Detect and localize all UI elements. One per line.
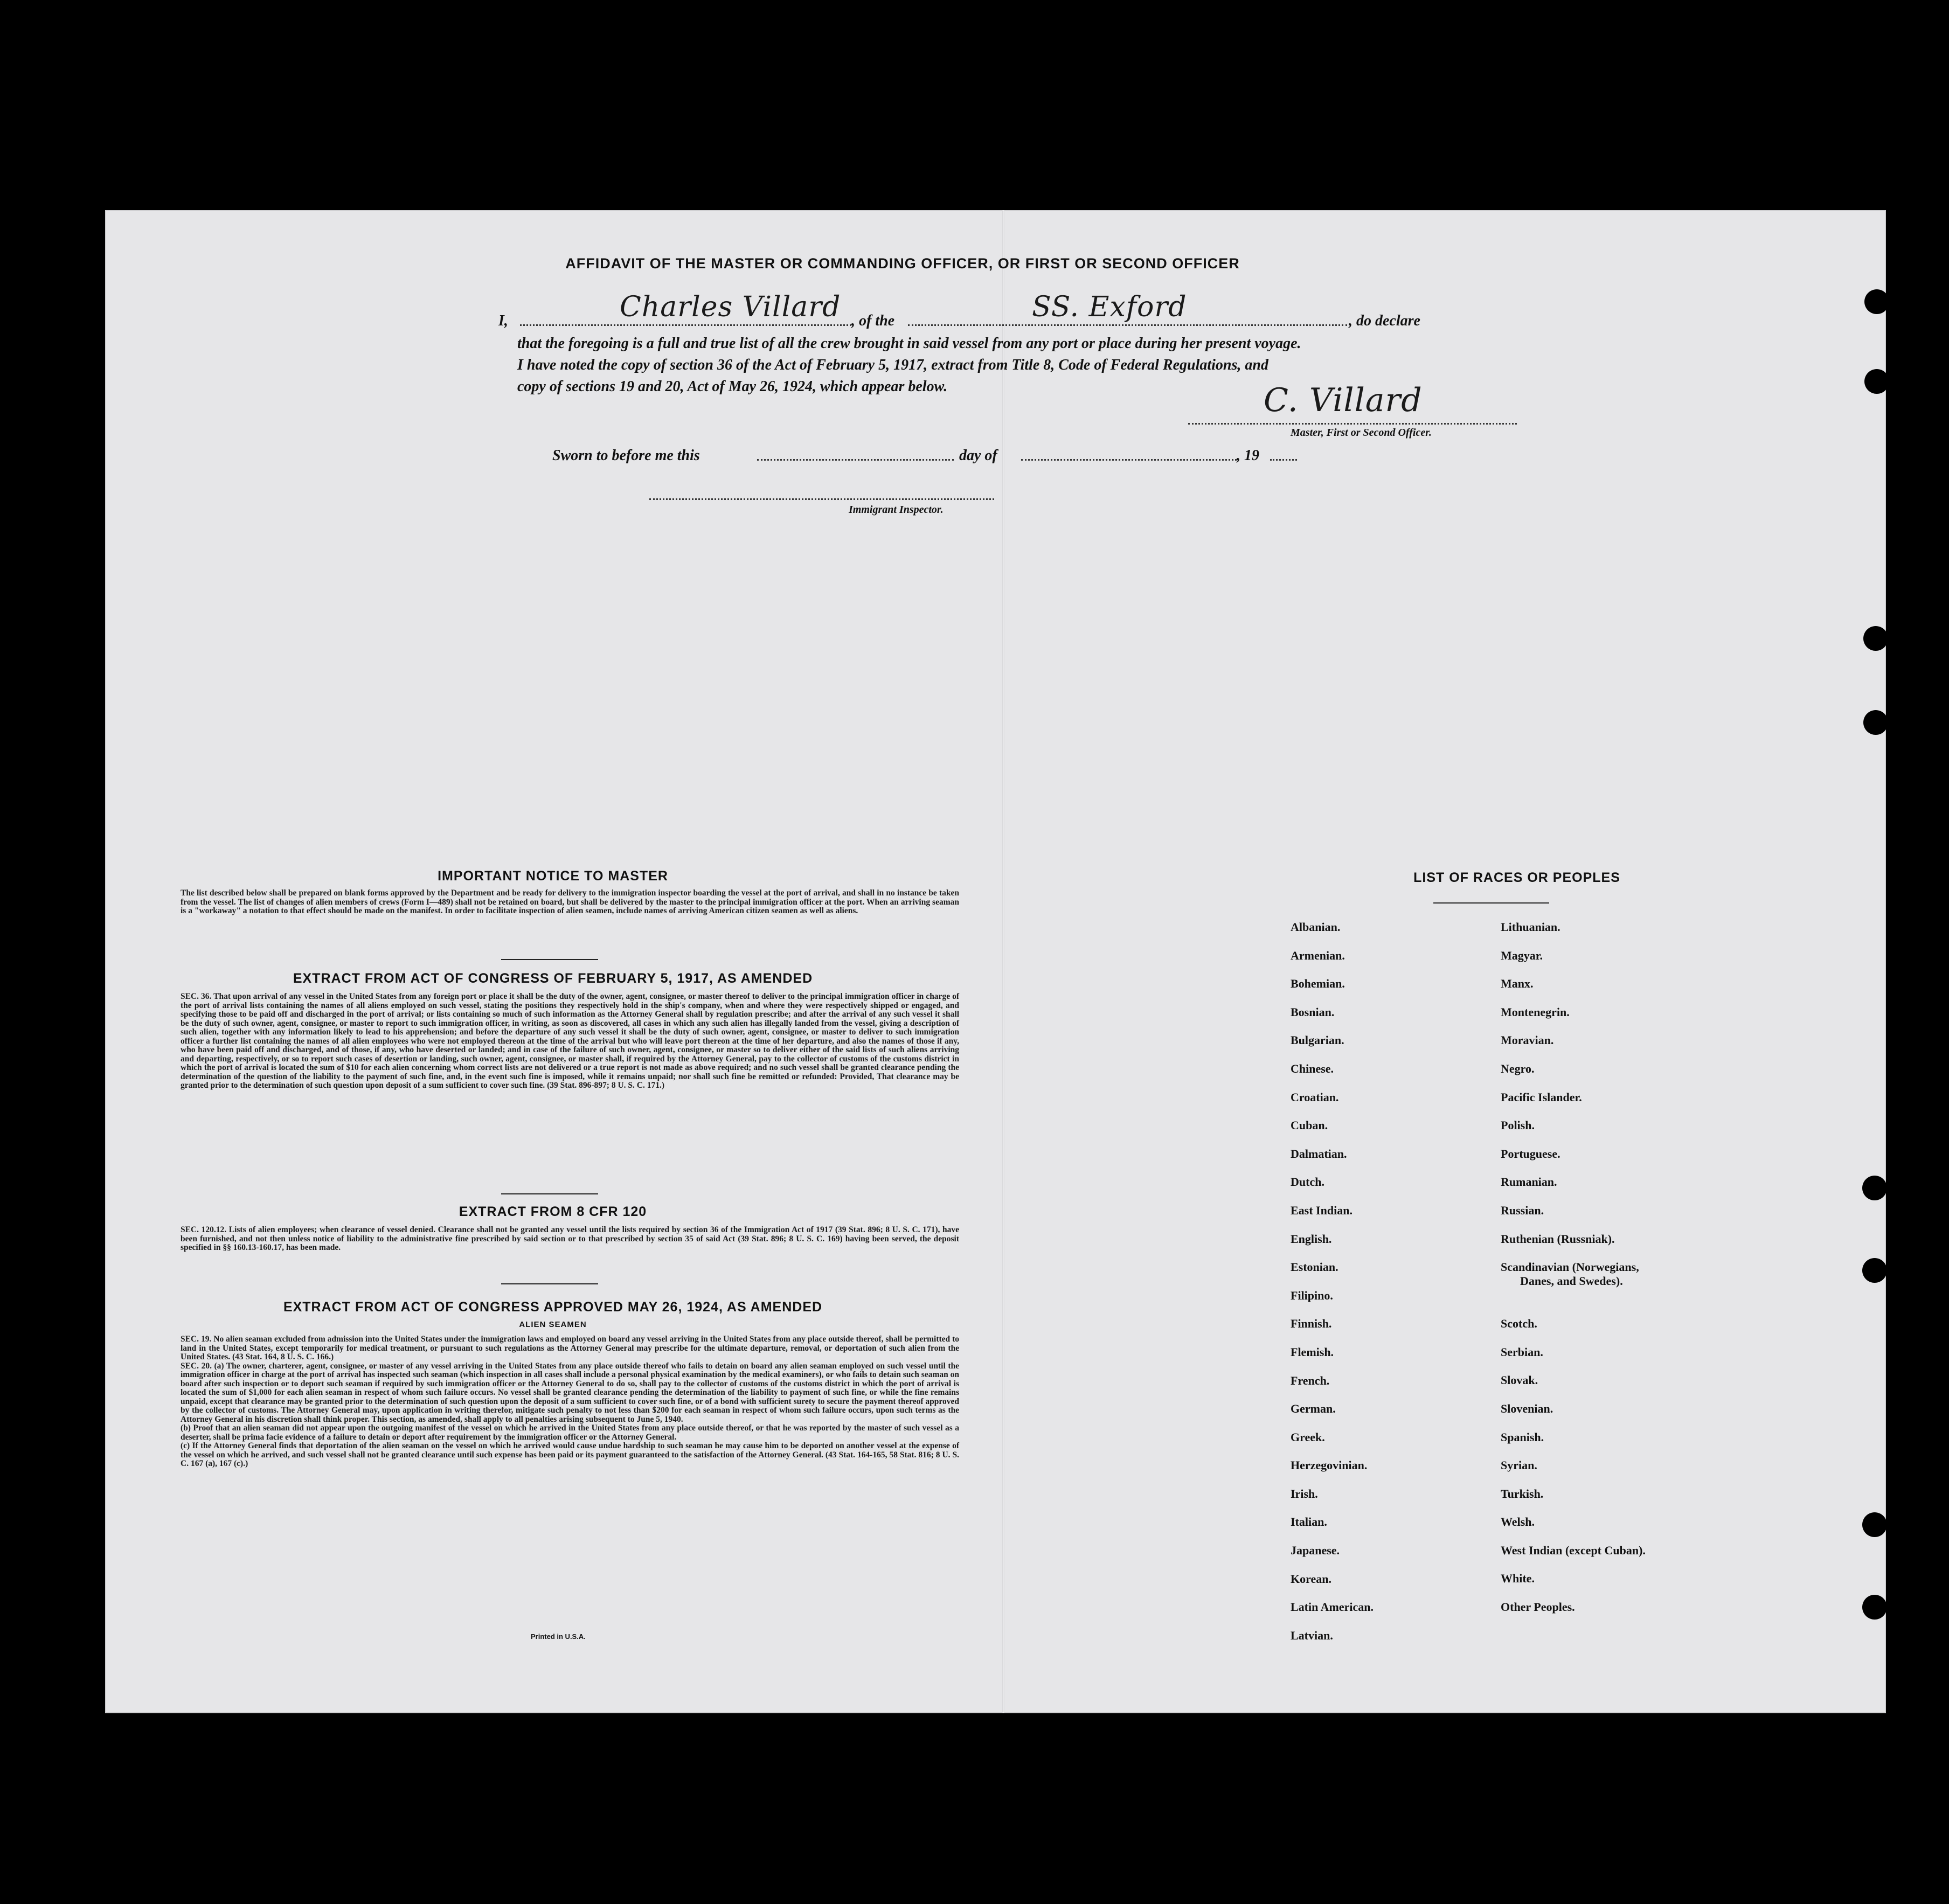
race-item: Moravian. xyxy=(1501,1033,1554,1047)
race-item: Scotch. xyxy=(1501,1317,1537,1331)
race-item: Herzegovinian. xyxy=(1291,1458,1368,1472)
affidavit-line2: that the foregoing is a full and true list of all the crew brought in said vessel from any port or place during her present voyage. xyxy=(517,335,1301,352)
race-item: Armenian. xyxy=(1291,948,1345,962)
race-item: Portuguese. xyxy=(1501,1146,1560,1161)
sworn-text: Sworn to before me this xyxy=(552,447,700,464)
affidavit-line3: I have noted the copy of section 36 of the Act of February 5, 1917, extract from Title 8, Code of Federal Regulations, and xyxy=(517,357,1268,373)
race-item: Korean. xyxy=(1291,1572,1331,1586)
race-item: Chinese. xyxy=(1291,1061,1334,1075)
races-left-column xyxy=(1291,920,1374,1657)
race-item: Lithuanian. xyxy=(1501,920,1560,934)
race-item: Filipino. xyxy=(1291,1288,1333,1302)
punch-hole xyxy=(1864,289,1889,314)
race-item: Dalmatian. xyxy=(1291,1146,1347,1161)
extract-cfr-divider xyxy=(501,1283,598,1284)
race-item: Italian. xyxy=(1291,1515,1327,1529)
race-item: Negro. xyxy=(1501,1061,1535,1075)
race-item: Dutch. xyxy=(1291,1175,1324,1189)
extract-cfr-body: SEC. 120.12. Lists of alien employees; when clearance of vessel denied. Clearance shall not be granted any vessel until the lists required by section 36 of the Immigration Act of 1917 (39 Stat. 896; 8 U. S. C. 171), have been furnished, and not then unless notice of liability to the administrative fine prescribed by said section or to that prescribed by section 35 of said Act (39 Stat. 896; 8 U. S. C. 169) having been served, the deposit specified in §§ 160.13-160.17, has been made. xyxy=(181,1225,959,1252)
affidavit-declare: , do declare xyxy=(1349,312,1420,329)
document-sheet xyxy=(105,210,1886,1713)
extract-1917-title: EXTRACT FROM ACT OF CONGRESS OF FEBRUARY 5, 1917, AS AMENDED xyxy=(293,971,813,986)
race-item: Turkish. xyxy=(1501,1486,1544,1500)
race-item: Magyar. xyxy=(1501,948,1543,962)
race-item: Serbian. xyxy=(1501,1345,1543,1359)
sec20a-paragraph: SEC. 20. (a) The owner, charterer, agent, consignee, or master of any vessel arriving in the United States from any place outside thereof who fails to detain on board any alien seaman employed on such vessel until the immigration officer in charge at the port of arrival has inspected such seaman (which inspection in all cases shall include a personal physical examination by the medical examiners), or who fails to detain such seaman on board after such inspection or to deport such seaman if required by such immigration officer or the Attorney General to do so, shall pay to the collector of customs of the customs district in which the port of arrival is located the sum of $1,000 for each alien seaman in respect of whom such failure occurs. No vessel shall be granted clearance pending the determination of the liability to payment of such fine, or while the fine remains unpaid, except that clearance may be granted prior to the determination of such question upon the deposit of a sum sufficient to cover such fine, or of a bond with sufficient surety to secure the payment thereof approved by the collector of customs. The Attorney General may, upon application in writing therefor, mitigate such penalty to not less than $200 for each seaman in respect of whom such failure occurs, upon such terms as the Attorney General in his discretion shall think proper. This section, as amended, shall apply to all penalties arising subsequent to June 5, 1940. xyxy=(181,1361,959,1424)
race-item: Polish. xyxy=(1501,1118,1535,1132)
race-item: Manx. xyxy=(1501,977,1534,991)
race-item: Albanian. xyxy=(1291,920,1341,934)
sworn-day-blank xyxy=(757,459,954,461)
affidavit-of-the: , of the xyxy=(851,312,895,329)
year-prefix: , 19 xyxy=(1237,447,1259,464)
affidavit-title: AFFIDAVIT OF THE MASTER OR COMMANDING OFFICER, OR FIRST OR SECOND OFFICER xyxy=(565,255,1240,272)
races-right-column xyxy=(1501,920,1646,1629)
printed-in-usa: Printed in U.S.A. xyxy=(531,1632,586,1641)
race-item: Irish. xyxy=(1291,1486,1318,1500)
race-item: Pacific Islander. xyxy=(1501,1090,1582,1104)
sworn-month-blank xyxy=(1021,459,1237,461)
race-item: Flemish. xyxy=(1291,1345,1334,1359)
signature-line xyxy=(1188,423,1517,425)
signature-handwritten: C. Villard xyxy=(1264,381,1423,419)
name-blank xyxy=(520,324,851,326)
master-name-handwritten: Charles Villard xyxy=(620,291,841,323)
notice-body: The list described below shall be prepared on blank forms approved by the Department and be ready for delivery to the immigration inspector boarding the vessel at the port of arrival, and shall in no instance be taken from the vessel. The list of changes of alien members of crews (Form I—489) shall not be retained on board, but shall be delivered by the master to the principal immigration officer at the port. When an arriving seaman is a "workaway" a notation to that effect should be made on the manifest. In order to facilitate inspection of alien seamen, include names of arriving American citizen seamen as well as aliens. xyxy=(181,888,959,915)
race-item: Latvian. xyxy=(1291,1628,1333,1642)
race-item: Slovenian. xyxy=(1501,1401,1553,1415)
day-of-text: day of xyxy=(959,447,997,464)
year-blank xyxy=(1270,459,1297,461)
punch-hole xyxy=(1862,1258,1887,1283)
race-item: Slovak. xyxy=(1501,1373,1538,1387)
inspector-line xyxy=(649,498,994,500)
race-item: Ruthenian (Russniak). xyxy=(1501,1232,1615,1246)
race-item: Japanese. xyxy=(1291,1544,1340,1558)
race-item: Syrian. xyxy=(1501,1458,1537,1472)
race-item: Bohemian. xyxy=(1291,977,1345,991)
extract-1917-divider xyxy=(501,1193,598,1194)
notice-title: IMPORTANT NOTICE TO MASTER xyxy=(438,868,668,884)
races-title: LIST OF RACES OR PEOPLES xyxy=(1413,870,1620,885)
race-item: Finnish. xyxy=(1291,1317,1332,1331)
race-item: German. xyxy=(1291,1402,1336,1416)
race-item: Russian. xyxy=(1501,1203,1544,1217)
punch-hole xyxy=(1862,1512,1887,1537)
extract-1924-body xyxy=(181,1335,959,1469)
race-item: Greek. xyxy=(1291,1430,1325,1444)
race-item: Croatian. xyxy=(1291,1090,1339,1104)
notice-divider xyxy=(501,959,598,960)
race-item: Estonian. xyxy=(1291,1260,1338,1274)
punch-hole xyxy=(1864,369,1889,394)
race-item: Rumanian. xyxy=(1501,1175,1557,1189)
inspector-caption: Immigrant Inspector. xyxy=(849,504,944,516)
alien-seamen-subtitle: ALIEN SEAMEN xyxy=(519,1320,587,1329)
sec20b-paragraph: (b) Proof that an alien seaman did not appear upon the outgoing manifest of the vessel on which he arrived in the United States from any place outside thereof, or that he was reported by the master of such vessel as a deserter, shall be prima facie evidence of a failure to detain or deport after requirement by the immigration officer or the Attorney General. xyxy=(181,1423,959,1442)
race-item: Spanish. xyxy=(1501,1430,1544,1444)
race-item: French. xyxy=(1291,1373,1330,1387)
race-item: Montenegrin. xyxy=(1501,1005,1570,1019)
sec19-paragraph: SEC. 19. No alien seaman excluded from admission into the United States under the immigration laws and employed on board any vessel arriving in the United States from any place outside thereof, shall be permitted to land in the United States, except temporarily for medical treatment, or pursuant to such regulations as the Attorney General may prescribe for the ultimate departure, removal, or deportation of such alien from the United States. (43 Stat. 164, 8 U. S. C. 166.) xyxy=(181,1335,959,1361)
punch-hole xyxy=(1862,1595,1887,1620)
race-item: English. xyxy=(1291,1232,1332,1246)
race-item: Bulgarian. xyxy=(1291,1033,1344,1047)
race-item: Welsh. xyxy=(1501,1515,1535,1529)
race-item: Scandinavian (Norwegians, xyxy=(1501,1260,1639,1274)
extract-1924-title: EXTRACT FROM ACT OF CONGRESS APPROVED MAY 26, 1924, AS AMENDED xyxy=(283,1300,823,1315)
race-item: Danes, and Swedes). xyxy=(1520,1274,1623,1288)
vessel-blank xyxy=(908,324,1347,326)
affidavit-i: I, xyxy=(498,312,508,329)
signature-caption: Master, First or Second Officer. xyxy=(1291,427,1432,439)
punch-hole xyxy=(1862,1176,1887,1200)
race-item: West Indian (except Cuban). xyxy=(1501,1543,1646,1557)
punch-hole xyxy=(1863,626,1888,651)
races-divider xyxy=(1433,902,1549,904)
affidavit-line4: copy of sections 19 and 20, Act of May 26, 1924, which appear below. xyxy=(517,378,948,395)
race-item: Latin American. xyxy=(1291,1600,1374,1614)
sec20c-paragraph: (c) If the Attorney General finds that deportation of the alien seaman on the vessel on which he arrived would cause undue hardship to such seaman he may cause him to be deported on another vessel at the expense of the vessel on which he arrived, and such vessel shall not be granted clearance until such expense has been paid or its payment guaranteed to the satisfaction of the Attorney General. (43 Stat. 164-165, 58 Stat. 816; 8 U. S. C. 167 (a), 167 (c).) xyxy=(181,1441,959,1468)
race-item: East Indian. xyxy=(1291,1203,1352,1217)
fold-line xyxy=(1002,210,1004,1713)
extract-1917-body: SEC. 36. That upon arrival of any vessel in the United States from any foreign port or place it shall be the duty of the owner, agent, consignee, or master thereof to deliver to the principal immigration officer in charge of the port of arrival lists containing the names of all aliens employed on such vessel, stating the positions they respectively hold in the ship's company, when and where they were respectively shipped or engaged, and specifying those to be paid off and discharged in the port of arrival; or lists containing so much of such information as the Attorney General shall by regulation prescribe; and after the arrival of any such vessel it shall be the duty of such owner, agent, consignee, or master to report to such immigration officer, in writing, as soon as discovered, all cases in which any such alien has illegally landed from the vessel, giving a description of such alien, together with any information likely to lead to his apprehension; and before the departure of any such vessel it shall be the duty of such owner, agent, consignee, or master to deliver to such immigration officer a further list containing the names of all alien employees who were not employed thereon at the time of the arrival but who will leave port thereon at the time of her departure, and also the names of those if any, who have been paid off and discharged, and of those, if any, who have deserted or landed; and in case of the failure of such owner, agent, consignee, or master so to deliver either of the said lists of such aliens arriving and departing, respectively, or so to report such cases of desertion or landing, such owner, agent, consignee, or master shall, if required by the Attorney General, pay to the collector of customs of the customs district in which the port of arrival is located the sum of $10 for each alien concerning whom correct lists are not delivered or a true report is not made as above required; and no such vessel shall be granted clearance pending the determination of the question of the liability to the payment of such fine, and, in the event such fine is imposed, while it remains unpaid; nor shall such fine be remitted or refunded: Provided, That clearance may be granted prior to the determination of such question upon deposit of a sum sufficient to cover such fine. (39 Stat. 896-897; 8 U. S. C. 171.) xyxy=(181,992,959,1090)
punch-hole xyxy=(1863,710,1888,735)
race-item: White. xyxy=(1501,1572,1535,1586)
vessel-name-handwritten: SS. Exford xyxy=(1032,291,1187,323)
extract-cfr-title: EXTRACT FROM 8 CFR 120 xyxy=(459,1204,647,1219)
race-item: Bosnian. xyxy=(1291,1005,1335,1019)
race-item: Cuban. xyxy=(1291,1118,1328,1132)
race-item: Other Peoples. xyxy=(1501,1600,1575,1614)
